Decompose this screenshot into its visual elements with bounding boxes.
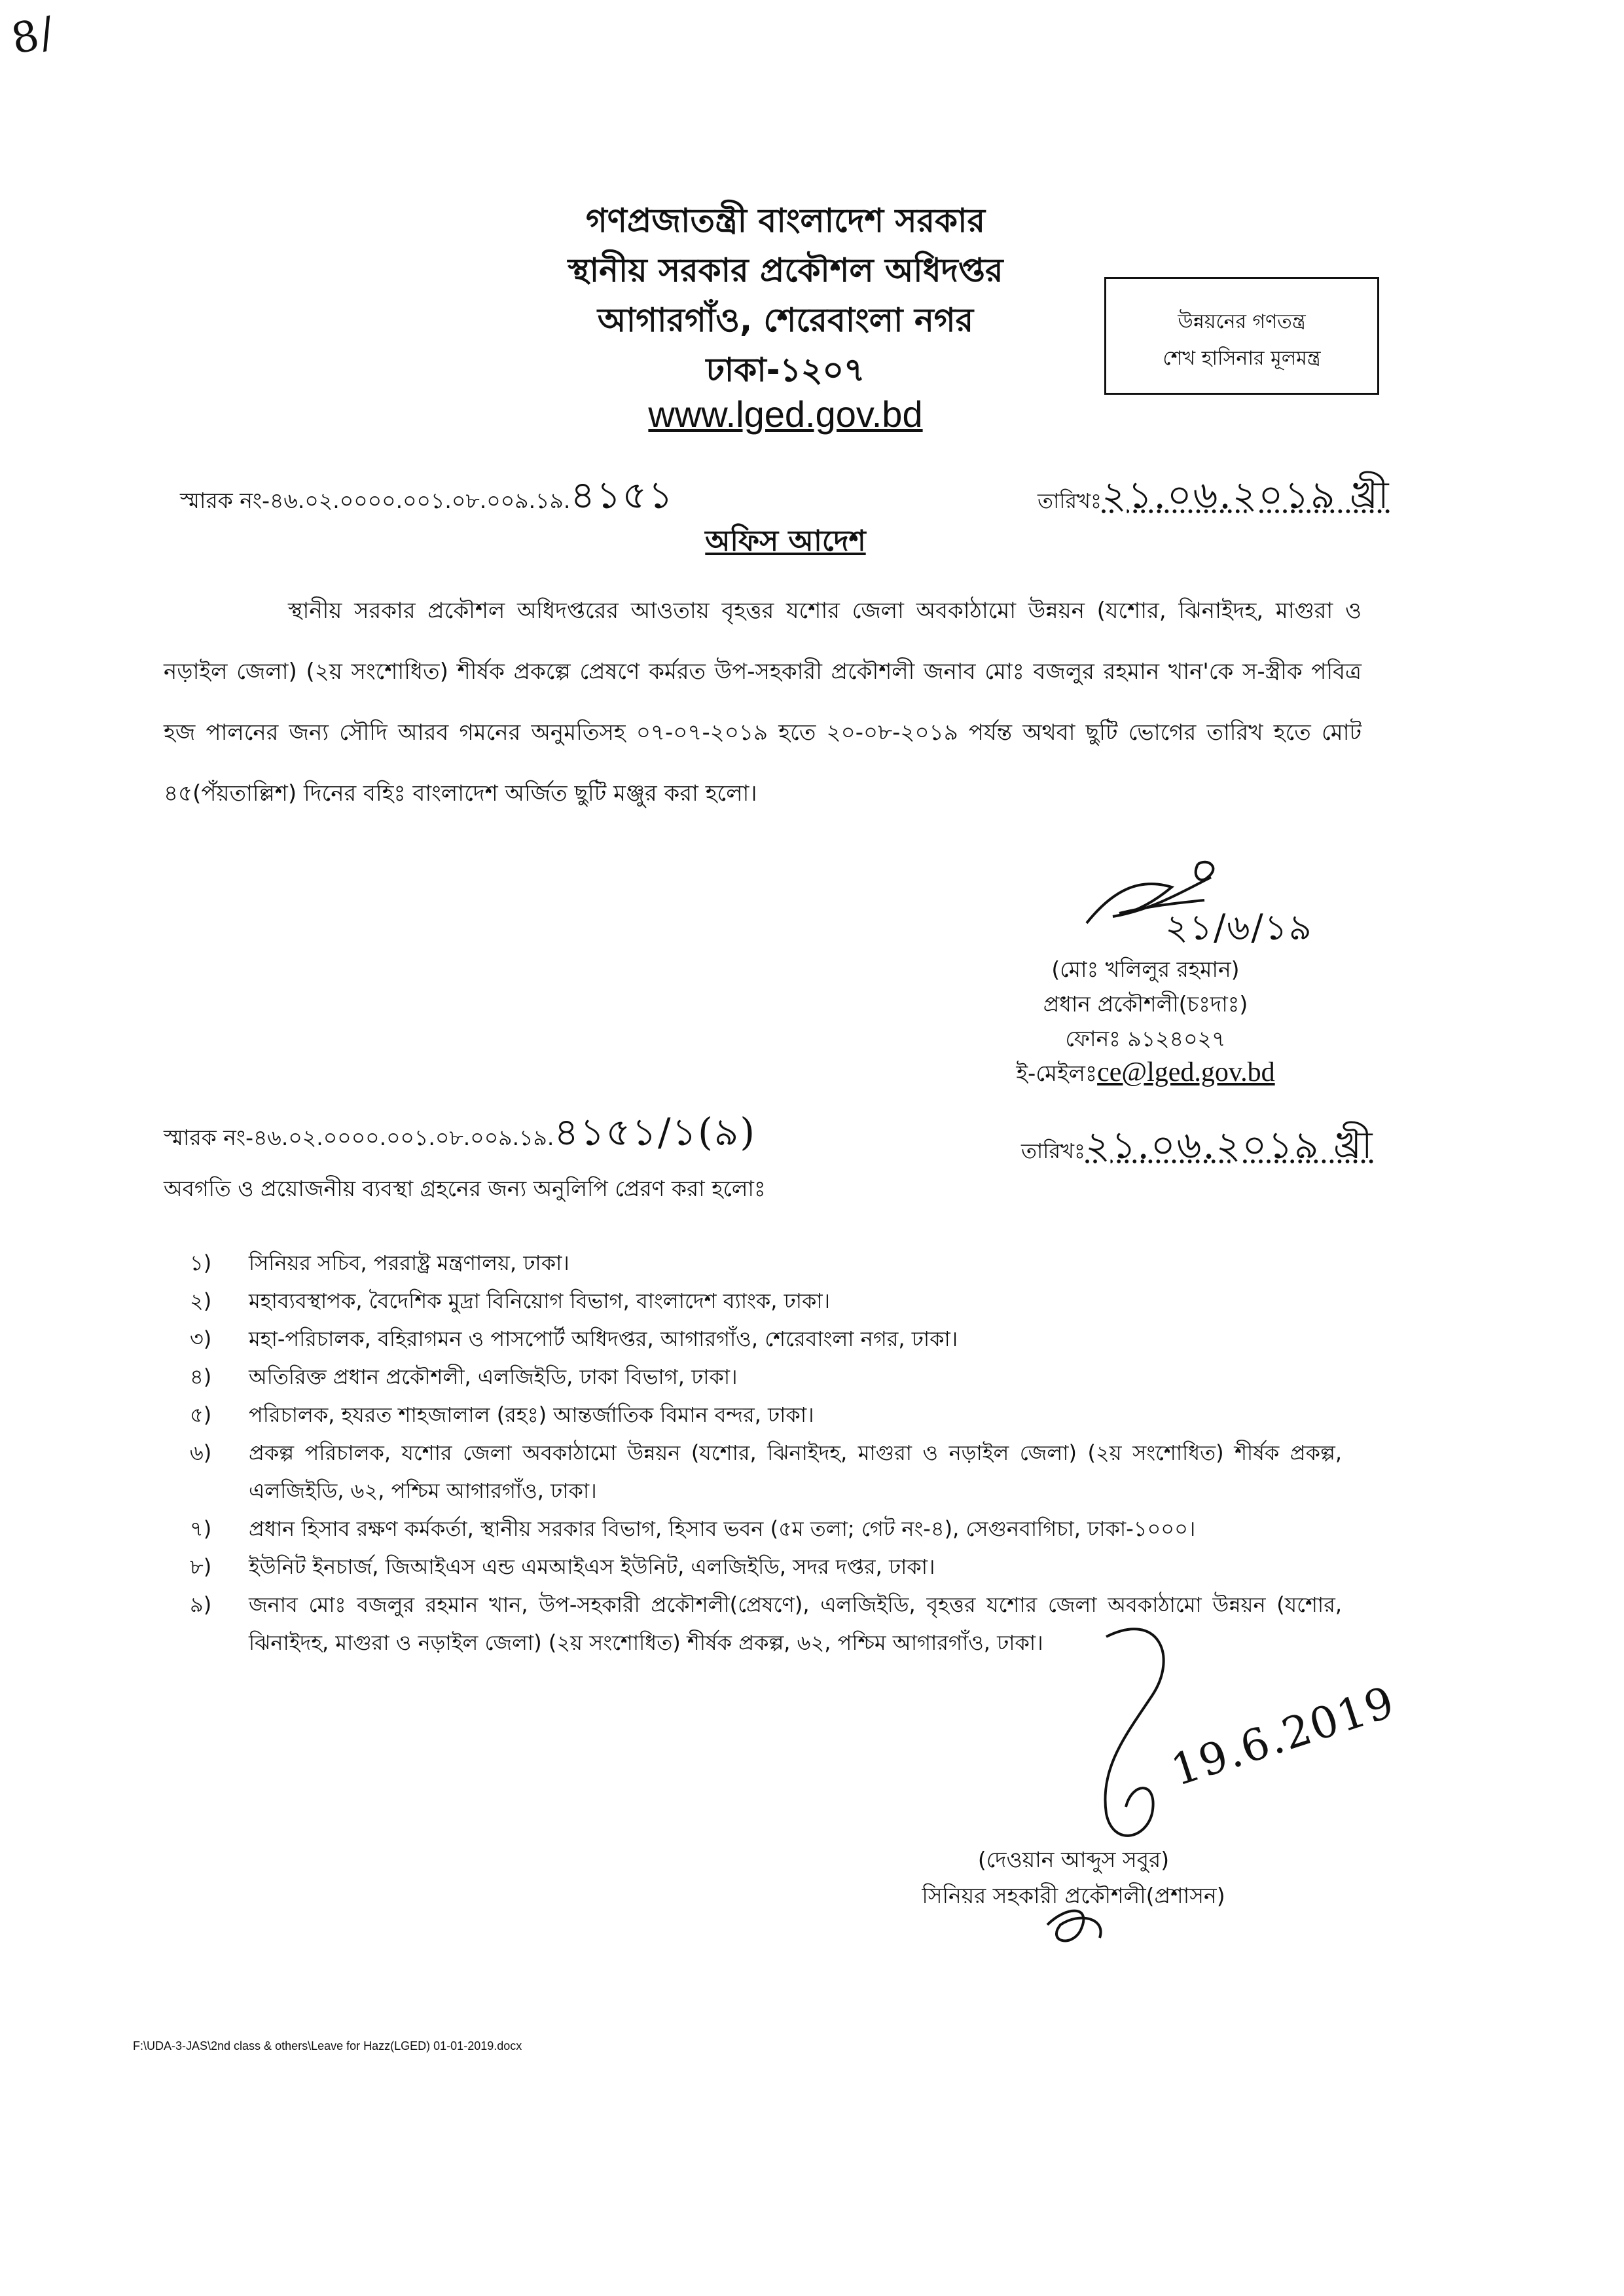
copy-intro: অবগতি ও প্রয়োজনীয় ব্যবস্থা গ্রহনের জন্য অনুলিপি প্রেরণ করা হলোঃ [164, 1176, 766, 1201]
file-path-footer: F:\UDA-3-JAS\2nd class & others\Leave for Hazz(LGED) 01-01-2019.docx [133, 2039, 522, 2052]
list-item [190, 1358, 1342, 1396]
list-item-text: অতিরিক্ত প্রধান প্রকৌশলী, এলজিইডি, ঢাকা বিভাগ, ঢাকা। [249, 1364, 738, 1389]
signatory-1-name: (মোঃ খলিলুর রহমান) [1051, 957, 1240, 982]
list-item [190, 1396, 1342, 1434]
list-item [190, 1434, 1342, 1510]
copy-memo-reference-handwritten: ৪১৫১/১(৯) [554, 1110, 757, 1154]
list-item-number: ৩) [190, 1326, 212, 1351]
list-item [190, 1320, 1342, 1358]
order-body: স্থানীয় সরকার প্রকৌশল অধিদপ্তরের আওতায় বৃহত্তর যশোর জেলা অবকাঠামো উন্নয়ন (যশোর, ঝিনাইদহ, মাগুরা ও নড়াইল জেলা) (২য় সংশোধিত) শীর্ষক প্রকল্পে প্রেষণে কর্মরত উপ-সহকারী প্রকৌশলী জনাব মোঃ বজলুর রহমান খান'কে স-স্ত্রীক পবিত্র হজ পালনের জন্য সৌদি আরব গমনের অনুমতিসহ ০৭-০৭-২০১৯ হতে ২০-০৮-২০১৯ পর্যন্ত অথবা ছুটি ভোগের তারিখ হতে মোট ৪৫(পঁয়তাল্লিশ) দিনের বহিঃ বাংলাদেশ অর্জিত ছুটি মঞ্জুর করা হলো। [164, 598, 1362, 807]
list-item [190, 1510, 1342, 1548]
signatory-1-phone: ফোনঃ ৯১২৪০২৭ [1065, 1026, 1226, 1051]
list-item-text: মহাব্যবস্থাপক, বৈদেশিক মুদ্রা বিনিয়োগ বিভাগ, বাংলাদেশ ব্যাংক, ঢাকা। [249, 1288, 831, 1313]
list-item-number: ৪) [190, 1364, 212, 1389]
department-name: স্থানীয় সরকার প্রকৌশল অধিদপ্তর [568, 251, 1003, 289]
list-item-text: সিনিয়র সচিব, পররাষ্ট্র মন্ত্রণালয়, ঢাকা। [249, 1250, 569, 1275]
address-line: আগারগাঁও, শেরেবাংলা নগর [597, 301, 974, 339]
signatory-1-designation: প্রধান প্রকৌশলী(চঃদাঃ) [1043, 991, 1248, 1017]
corner-page-mark: 8/ [7, 7, 60, 65]
list-item-text: পরিচালক, হযরত শাহজালাল (রহঃ) আন্তর্জাতিক বিমান বন্দর, ঢাকা। [249, 1402, 814, 1427]
city-line: ঢাকা-১২০৭ [706, 351, 865, 389]
motto-line-1: উন্নয়নের গণতন্ত্র [1178, 310, 1306, 333]
list-item-text: জনাব মোঃ বজলুর রহমান খান, উপ-সহকারী প্রকৌশলী(প্রেষণে), এলজিইডি, বৃহত্তর যশোর জেলা অবকাঠামো উন্নয়ন (যশোর, ঝিনাইদহ, মাগুরা ও নড়াইল জেলা) (২য় সংশোধিত) শীর্ষক প্রকল্প, ৬২, পশ্চিম আগারগাঁও, ঢাকা। [249, 1592, 1342, 1655]
website-link[interactable]: www.lged.gov.bd [648, 393, 923, 435]
list-item [190, 1282, 1342, 1320]
copy-memo-date-label: তারিখঃ [1021, 1139, 1086, 1163]
motto-box [1104, 277, 1379, 395]
list-item [190, 1244, 1342, 1282]
list-item-text: ইউনিট ইনচার্জ, জিআইএস এন্ড এমআইএস ইউনিট, এলজিইডি, সদর দপ্তর, ঢাকা। [249, 1554, 935, 1579]
memo-reference-handwritten: ৪১৫১ [570, 473, 674, 517]
memo-reference [180, 466, 674, 530]
list-item-text: মহা-পরিচালক, বহিরাগমন ও পাসপোর্ট অধিদপ্তর, আগারগাঁও, শেরেবাংলা নগর, ঢাকা। [249, 1326, 958, 1351]
copy-memo-reference [164, 1103, 756, 1167]
signatory-1-email [969, 1057, 1322, 1094]
memo-date [1038, 466, 1390, 530]
memo-date-handwritten: ২১.০৬.২০১৯ খ্রী [1102, 473, 1390, 517]
signatory-2-designation: সিনিয়র সহকারী প্রকৌশলী(প্রশাসন) [922, 1883, 1225, 1908]
list-item-number: ৭) [190, 1516, 212, 1541]
email-label: ই-মেইলঃ [1016, 1061, 1098, 1087]
list-item-number: ৫) [190, 1402, 212, 1427]
list-item-number: ৯) [190, 1592, 212, 1617]
motto-line-2: শেখ হাসিনার মূলমন্ত্র [1163, 347, 1321, 370]
email-link[interactable]: ce@lged.gov.bd [1097, 1057, 1275, 1087]
signatory-2-name: (দেওয়ান আব্দুস সবুর) [977, 1847, 1170, 1872]
signature-date-1: ২১/৬/১৯ [1165, 907, 1313, 948]
copy-memo-date [1021, 1116, 1374, 1180]
signature-date-2: 19.6.2019 [1165, 1676, 1401, 1796]
list-item-text: প্রকল্প পরিচালক, যশোর জেলা অবকাঠামো উন্নয়ন (যশোর, ঝিনাইদহ, মাগুরা ও নড়াইল জেলা) (২য় সংশোধিত) শীর্ষক প্রকল্প, এলজিইডি, ৬২, পশ্চিম আগারগাঁও, ঢাকা। [249, 1440, 1342, 1503]
list-item-text: প্রধান হিসাব রক্ষণ কর্মকর্তা, স্থানীয় সরকার বিভাগ, হিসাব ভবন (৫ম তলা; গেট নং-৪), সেগুনবাগিচা, ঢাকা-১০০০। [249, 1516, 1196, 1541]
order-title: অফিস আদেশ [705, 524, 866, 558]
copy-memo-reference-label: স্মারক নং-৪৬.০২.০০০০.০০১.০৮.০০৯.১৯. [164, 1125, 554, 1150]
list-item-number: ৬) [190, 1440, 212, 1465]
memo-date-label: তারিখঃ [1038, 488, 1102, 513]
list-item-number: ২) [190, 1288, 212, 1313]
list-item-number: ১) [190, 1250, 212, 1275]
copy-memo-date-handwritten: ২১.০৬.২০১৯ খ্রী [1085, 1123, 1374, 1167]
list-item [190, 1548, 1342, 1586]
govt-name: গণপ্রজাতন্ত্রী বাংলাদেশ সরকার [586, 202, 985, 240]
list-item-number: ৮) [190, 1554, 212, 1579]
memo-reference-label: স্মারক নং-৪৬.০২.০০০০.০০১.০৮.০০৯.১৯. [180, 488, 571, 513]
